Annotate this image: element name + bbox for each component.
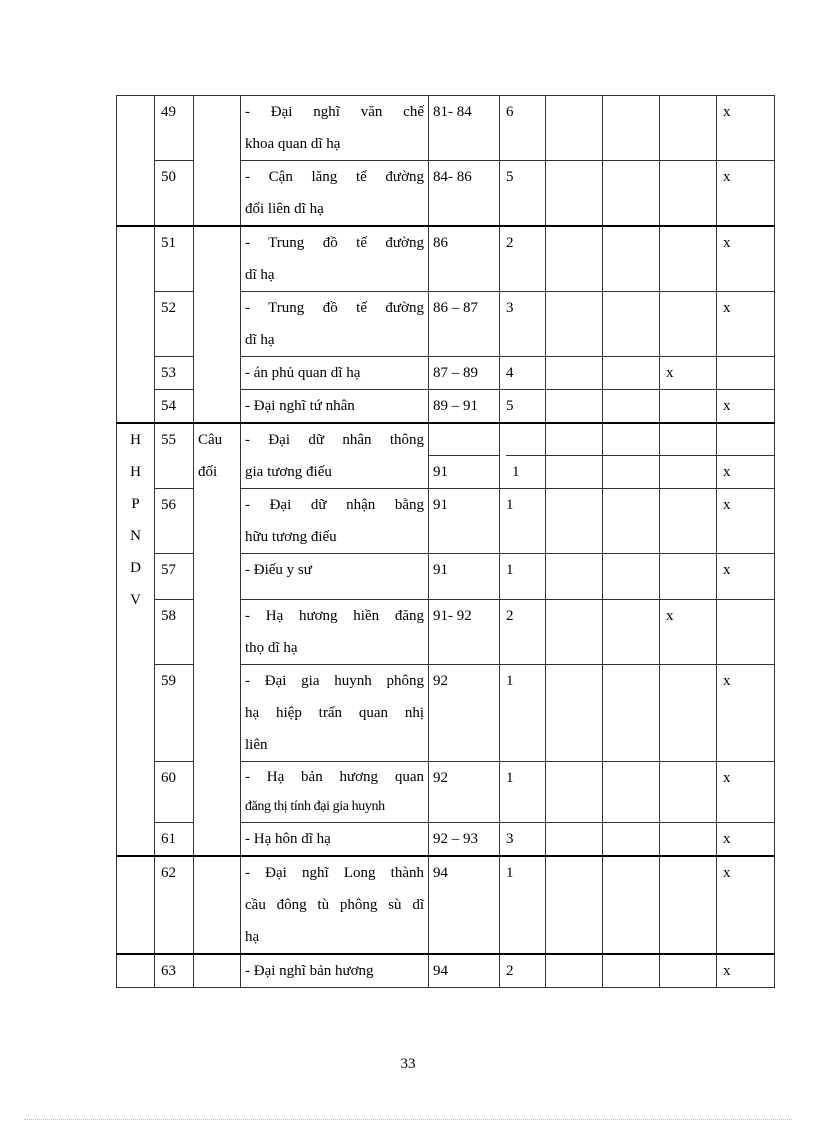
row-title: - Hạ hương hiền đăng thọ dĩ hạ (241, 600, 429, 665)
mark-col-1 (546, 954, 603, 988)
group-cell-blank (117, 96, 155, 227)
mark-col-3 (660, 161, 717, 227)
mark-col-1 (546, 357, 603, 390)
row-count: 1 (500, 423, 546, 489)
genre-cell-blank (194, 226, 241, 423)
mark-col-2 (603, 390, 660, 424)
row-title: - Đại dữ nhân thông gia tương điếu (241, 423, 429, 489)
mark-col-1 (546, 292, 603, 357)
mark-col-1 (546, 423, 603, 489)
row-pages: 84- 86 (429, 161, 500, 227)
mark-col-3 (660, 226, 717, 292)
genre-label-cell: Câu đối (194, 423, 241, 856)
mark-col-4 (717, 600, 775, 665)
mark-col-4 (717, 357, 775, 390)
row-count: 3 (500, 823, 546, 857)
row-number: 60 (155, 762, 194, 823)
row-count: 1 (500, 489, 546, 554)
row-pages: 94 (429, 954, 500, 988)
row-number: 53 (155, 357, 194, 390)
row-count: 3 (500, 292, 546, 357)
mark-col-2 (603, 423, 660, 489)
row-pages: 91 (429, 423, 500, 489)
mark-col-1 (546, 489, 603, 554)
table-row (117, 954, 775, 988)
mark-col-2 (603, 357, 660, 390)
row-title: - Điếu y sư (241, 554, 429, 600)
mark-col-2 (603, 96, 660, 161)
row-count: 4 (500, 357, 546, 390)
mark-col-4: x (717, 554, 775, 600)
mark-col-3 (660, 554, 717, 600)
row-title: - Đại nghĩ bản hương (241, 954, 429, 988)
row-number: 57 (155, 554, 194, 600)
row-pages: 91 (429, 489, 500, 554)
mark-col-3 (660, 292, 717, 357)
row-count: 2 (500, 954, 546, 988)
mark-col-1 (546, 161, 603, 227)
row-number: 51 (155, 226, 194, 292)
mark-col-2 (603, 856, 660, 954)
row-number: 62 (155, 856, 194, 954)
mark-col-3 (660, 390, 717, 424)
mark-col-4: x (717, 226, 775, 292)
row-pages: 91- 92 (429, 600, 500, 665)
row-number: 52 (155, 292, 194, 357)
mark-col-3 (660, 856, 717, 954)
mark-col-3 (660, 423, 717, 489)
mark-col-1 (546, 762, 603, 823)
table-row (117, 856, 775, 954)
mark-col-4: x (717, 292, 775, 357)
row-title: - án phủ quan dĩ hạ (241, 357, 429, 390)
mark-col-1 (546, 856, 603, 954)
mark-col-1 (546, 96, 603, 161)
row-title: - Cận lăng tế đường đối liên dĩ hạ (241, 161, 429, 227)
mark-col-2 (603, 292, 660, 357)
row-number: 63 (155, 954, 194, 988)
page-number: 33 (400, 1056, 416, 1072)
row-count: 1 (500, 762, 546, 823)
row-pages: 86 – 87 (429, 292, 500, 357)
genre-cell-blank (194, 954, 241, 988)
group-label-cell: H H P N D V (117, 423, 155, 856)
row-pages: 91 (429, 554, 500, 600)
row-pages: 87 – 89 (429, 357, 500, 390)
row-count: 1 (500, 856, 546, 954)
row-title: - Đại dữ nhận bằng hữu tương điếu (241, 489, 429, 554)
mark-col-3 (660, 665, 717, 762)
mark-col-4: x (717, 390, 775, 424)
row-count: 5 (500, 390, 546, 424)
mark-col-2 (603, 600, 660, 665)
genre-cell-blank (194, 96, 241, 227)
mark-col-1 (546, 665, 603, 762)
row-count: 2 (500, 226, 546, 292)
row-title: - Đại gia huynh phông hạ hiệp trấn quan nhị liên (241, 665, 429, 762)
genre-cell-blank (194, 856, 241, 954)
row-title: - Hạ hôn dĩ hạ (241, 823, 429, 857)
group-cell-blank (117, 856, 155, 954)
mark-col-1 (546, 600, 603, 665)
row-title: - Đại nghĩ tứ nhân (241, 390, 429, 424)
table-row (117, 226, 775, 292)
catalog-table (116, 95, 775, 988)
row-number: 59 (155, 665, 194, 762)
mark-col-2 (603, 554, 660, 600)
row-number: 49 (155, 96, 194, 161)
mark-col-4: x (717, 96, 775, 161)
row-pages: 92 – 93 (429, 823, 500, 857)
row-title: - Đại nghĩ văn chế khoa quan dĩ hạ (241, 96, 429, 161)
mark-col-2 (603, 762, 660, 823)
mark-col-3 (660, 762, 717, 823)
row-pages: 92 (429, 665, 500, 762)
mark-col-4: x (717, 823, 775, 857)
row-pages: 81- 84 (429, 96, 500, 161)
mark-col-3 (660, 954, 717, 988)
mark-col-1 (546, 823, 603, 857)
row-title: - Hạ bản hương quan đăng thị tính đại gia huynh (241, 762, 429, 823)
row-number: 55 (155, 423, 194, 489)
mark-col-1 (546, 226, 603, 292)
row-pages: 89 – 91 (429, 390, 500, 424)
mark-col-4: x (717, 489, 775, 554)
mark-col-4: x (717, 954, 775, 988)
row-number: 54 (155, 390, 194, 424)
group-cell-blank (117, 954, 155, 988)
mark-col-4: x (717, 856, 775, 954)
row-title: - Trung đồ tế đường dĩ hạ (241, 226, 429, 292)
row-count: 2 (500, 600, 546, 665)
group-cell-blank (117, 226, 155, 423)
mark-col-4: x (717, 161, 775, 227)
row-pages: 92 (429, 762, 500, 823)
mark-col-3: x (660, 357, 717, 390)
mark-col-4: x (717, 423, 775, 489)
mark-col-3: x (660, 600, 717, 665)
row-number: 58 (155, 600, 194, 665)
row-pages: 94 (429, 856, 500, 954)
row-count: 6 (500, 96, 546, 161)
row-title: - Trung đồ tế đường dĩ hạ (241, 292, 429, 357)
row-count: 5 (500, 161, 546, 227)
mark-col-2 (603, 665, 660, 762)
row-number: 56 (155, 489, 194, 554)
mark-col-1 (546, 390, 603, 424)
row-number: 61 (155, 823, 194, 857)
table-row (117, 96, 775, 161)
mark-col-1 (546, 554, 603, 600)
mark-col-2 (603, 823, 660, 857)
mark-col-2 (603, 226, 660, 292)
row-number: 50 (155, 161, 194, 227)
mark-col-3 (660, 489, 717, 554)
mark-col-3 (660, 96, 717, 161)
mark-col-2 (603, 489, 660, 554)
mark-col-3 (660, 823, 717, 857)
row-title: - Đại nghĩ Long thành cầu đông tù phông sù dĩ hạ (241, 856, 429, 954)
table-row (117, 423, 775, 489)
row-pages: 86 (429, 226, 500, 292)
mark-col-2 (603, 954, 660, 988)
page-bottom-edge (24, 1119, 792, 1120)
mark-col-4: x (717, 665, 775, 762)
row-count: 1 (500, 665, 546, 762)
mark-col-4: x (717, 762, 775, 823)
mark-col-2 (603, 161, 660, 227)
row-count: 1 (500, 554, 546, 600)
